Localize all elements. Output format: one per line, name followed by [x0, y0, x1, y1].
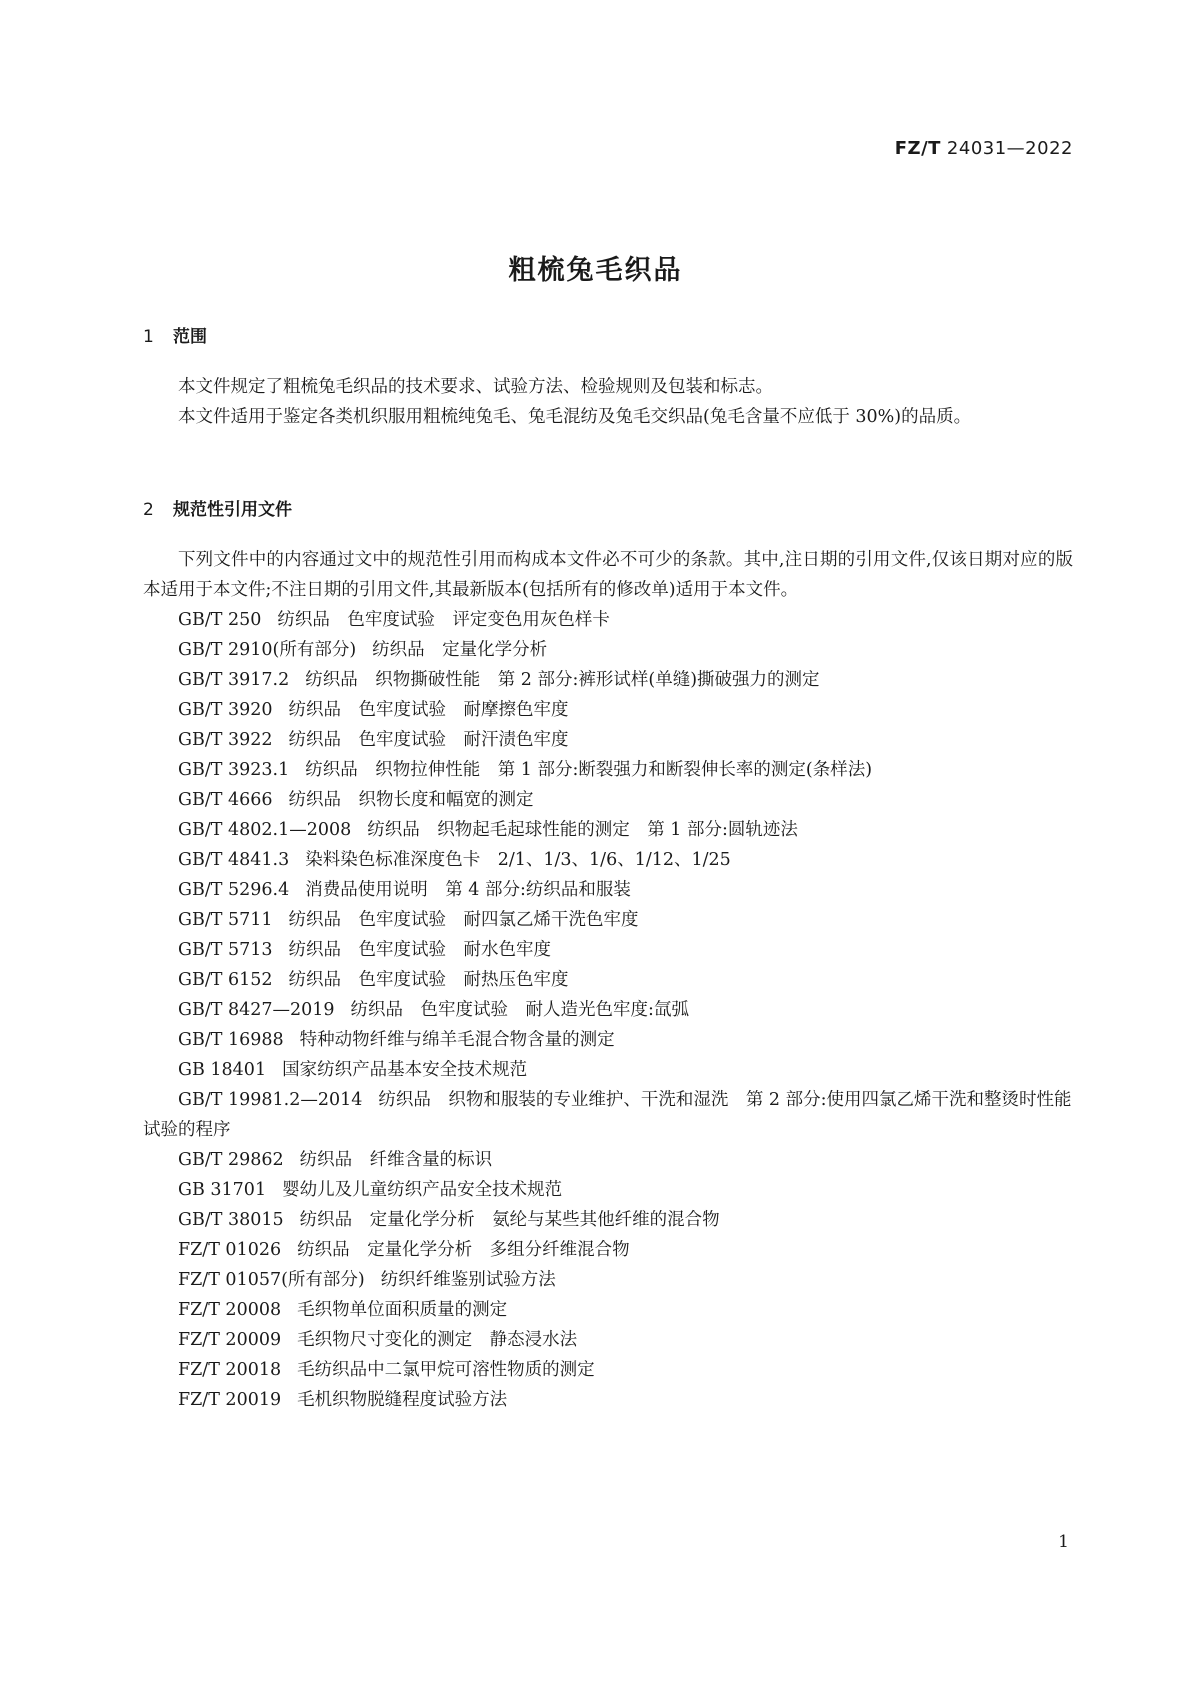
- reference-item: [143, 845, 1073, 875]
- reference-code: GB/T 19981.2—2014: [178, 1090, 363, 1110]
- reference-code: GB/T 38015: [178, 1210, 284, 1230]
- section-heading-scope: [143, 322, 207, 347]
- reference-code: GB/T 29862: [178, 1150, 284, 1170]
- reference-item: [143, 695, 1073, 725]
- paragraph: 本文件规定了粗梳兔毛织品的技术要求、试验方法、检验规则及包装和标志。: [178, 377, 773, 397]
- reference-title: 毛织物尺寸变化的测定 静态浸水法: [297, 1330, 578, 1350]
- reference-item: [143, 1325, 1073, 1355]
- section-title: 规范性引用文件: [173, 500, 292, 520]
- section-title: 范围: [173, 327, 207, 347]
- standard-number: [895, 138, 1073, 159]
- reference-title: 纺织品 织物长度和幅宽的测定: [288, 790, 534, 810]
- reference-title: 纺织品 色牢度试验 耐汗渍色牢度: [288, 730, 569, 750]
- references-intro: 下列文件中的内容通过文中的规范性引用而构成本文件必不可少的条款。其中,注日期的引用文件,仅该日期对应的版本适用于本文件;不注日期的引用文件,其最新版本(包括所有的修改单)适用于本文件。: [143, 550, 1073, 600]
- reference-title: 毛织物单位面积质量的测定: [297, 1300, 508, 1320]
- reference-list: [143, 605, 1073, 1415]
- reference-title: 纺织品 色牢度试验 耐人造光色牢度:氙弧: [350, 1000, 689, 1020]
- reference-item: [143, 1055, 1073, 1085]
- reference-title: 纺织品 色牢度试验 耐热压色牢度: [288, 970, 569, 990]
- section-heading-normative-references: [143, 495, 292, 520]
- reference-item: [143, 1235, 1073, 1265]
- reference-item: [143, 1025, 1073, 1055]
- reference-code: GB/T 5713: [178, 940, 273, 960]
- reference-title: 婴幼儿及儿童纺织产品安全技术规范: [282, 1180, 563, 1200]
- reference-item: [143, 635, 1073, 665]
- reference-code: FZ/T 20019: [178, 1390, 282, 1410]
- reference-code: GB 18401: [178, 1060, 267, 1080]
- reference-code: GB/T 5711: [178, 910, 273, 930]
- reference-item: [143, 995, 1073, 1025]
- reference-code: GB/T 4841.3: [178, 850, 290, 870]
- reference-code: GB/T 2910(所有部分): [178, 640, 357, 660]
- reference-item: [143, 1175, 1073, 1205]
- reference-code: GB/T 3917.2: [178, 670, 290, 690]
- reference-title: 纺织品 定量化学分析: [372, 640, 548, 660]
- reference-title: 纺织品 织物撕破性能 第 2 部分:裤形试样(单缝)撕破强力的测定: [305, 670, 820, 690]
- reference-item: [143, 1295, 1073, 1325]
- reference-item: [143, 1265, 1073, 1295]
- reference-code: FZ/T 01026: [178, 1240, 282, 1260]
- reference-title: 纺织品 色牢度试验 评定变色用灰色样卡: [277, 610, 610, 630]
- reference-item: [143, 1145, 1073, 1175]
- reference-code: GB/T 6152: [178, 970, 273, 990]
- reference-item: [143, 785, 1073, 815]
- reference-code: FZ/T 20009: [178, 1330, 282, 1350]
- reference-code: FZ/T 20008: [178, 1300, 282, 1320]
- reference-title: 特种动物纤维与绵羊毛混合物含量的测定: [299, 1030, 615, 1050]
- reference-item: [143, 1205, 1073, 1235]
- standard-prefix: FZ/T: [894, 138, 941, 159]
- reference-code: GB/T 3923.1: [178, 760, 290, 780]
- reference-code: GB/T 16988: [178, 1030, 284, 1050]
- reference-item: [143, 725, 1073, 755]
- reference-item: [143, 875, 1073, 905]
- reference-title: 消费品使用说明 第 4 部分:纺织品和服装: [305, 880, 631, 900]
- reference-code: GB/T 8427—2019: [178, 1000, 335, 1020]
- paragraph: 本文件适用于鉴定各类机织服用粗梳纯兔毛、兔毛混纺及兔毛交织品(兔毛含量不应低于 30%)的品质。: [178, 407, 972, 427]
- reference-code: GB/T 4802.1—2008: [178, 820, 352, 840]
- reference-item: [143, 665, 1073, 695]
- reference-item: [143, 605, 1073, 635]
- reference-title: 纺织纤维鉴别试验方法: [380, 1270, 556, 1290]
- reference-code: GB/T 250: [178, 610, 262, 630]
- reference-item: [143, 755, 1073, 785]
- reference-item: [143, 1355, 1073, 1385]
- reference-item: [143, 935, 1073, 965]
- document-title: 粗梳兔毛织品: [508, 255, 683, 286]
- reference-title: 纺织品 色牢度试验 耐摩擦色牢度: [288, 700, 569, 720]
- reference-title: 纺织品 织物拉伸性能 第 1 部分:断裂强力和断裂伸长率的测定(条样法): [305, 760, 873, 780]
- references-body: [143, 545, 1073, 1415]
- reference-title: 纺织品 定量化学分析 氨纶与某些其他纤维的混合物: [299, 1210, 720, 1230]
- reference-title: 染料染色标准深度色卡 2/1、1/3、1/6、1/12、1/25: [305, 850, 731, 870]
- reference-title: 毛纺织品中二氯甲烷可溶性物质的测定: [297, 1360, 595, 1380]
- reference-title: 纺织品 色牢度试验 耐四氯乙烯干洗色牢度: [288, 910, 639, 930]
- standard-code: 24031—2022: [946, 138, 1073, 159]
- reference-title: 纺织品 定量化学分析 多组分纤维混合物: [297, 1240, 630, 1260]
- reference-code: GB/T 3922: [178, 730, 273, 750]
- reference-title: 毛机织物脱缝程度试验方法: [297, 1390, 508, 1410]
- reference-item: [143, 965, 1073, 995]
- reference-code: GB/T 5296.4: [178, 880, 290, 900]
- reference-code: GB/T 4666: [178, 790, 273, 810]
- reference-item: [143, 1085, 1073, 1145]
- section-number: 1: [143, 327, 154, 347]
- reference-item: [143, 905, 1073, 935]
- reference-title: 国家纺织产品基本安全技术规范: [282, 1060, 528, 1080]
- reference-title: 纺织品 纤维含量的标识: [299, 1150, 493, 1170]
- reference-code: FZ/T 20018: [178, 1360, 282, 1380]
- scope-body: [143, 372, 1073, 432]
- reference-title: 纺织品 色牢度试验 耐水色牢度: [288, 940, 552, 960]
- reference-code: GB 31701: [178, 1180, 267, 1200]
- page-number: 1: [1058, 1532, 1069, 1552]
- reference-code: FZ/T 01057(所有部分): [178, 1270, 365, 1290]
- reference-title: 纺织品 织物起毛起球性能的测定 第 1 部分:圆轨迹法: [367, 820, 798, 840]
- section-number: 2: [143, 500, 154, 520]
- reference-title: 纺织品 织物和服装的专业维护、干洗和湿洗 第 2 部分:使用四氯乙烯干洗和整烫时性能试验的程序: [143, 1090, 1072, 1140]
- reference-item: [143, 1385, 1073, 1415]
- reference-item: [143, 815, 1073, 845]
- reference-code: GB/T 3920: [178, 700, 273, 720]
